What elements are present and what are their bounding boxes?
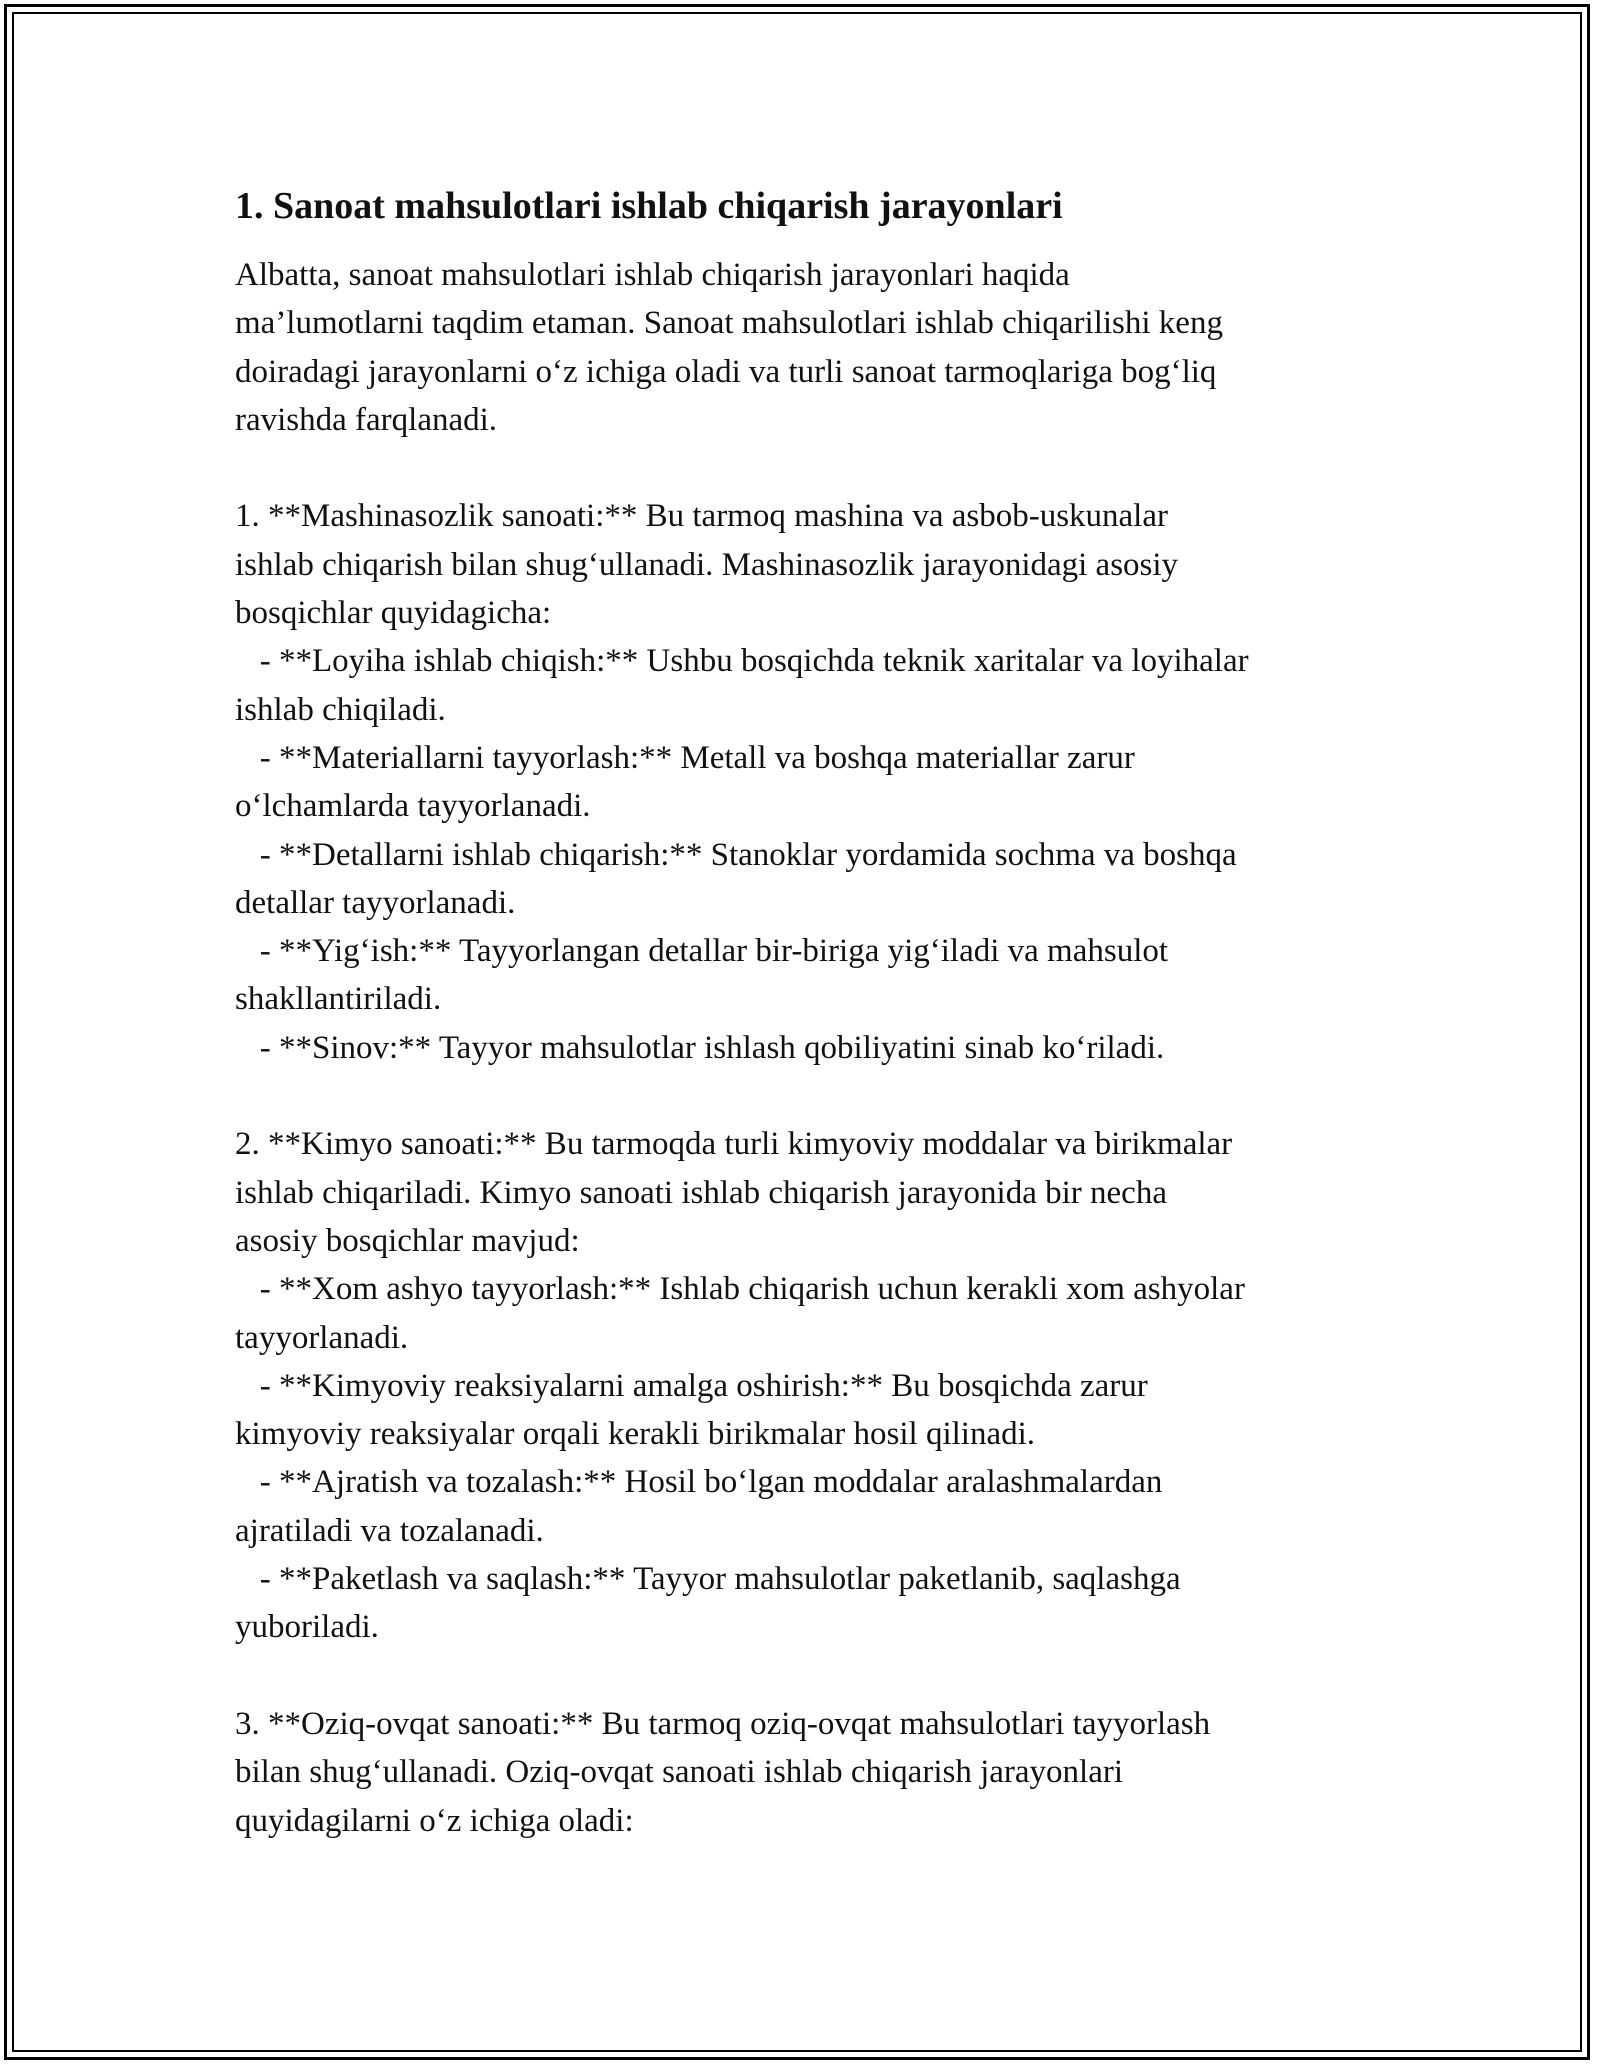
- section-heading: 3. **Oziq-ovqat sanoati:** Bu tarmoq oziq-ovqat mahsulotlari tayyorlash bilan shug‘ullanadi. Oziq-ovqat sanoati ishlab chiqarish jarayonlari quyidagilarni o‘z ichiga oladi:: [235, 1705, 1211, 1839]
- paragraph-gap: [235, 444, 1365, 492]
- list-item: - **Sinov:** Tayyor mahsulotlar ishlash qobiliyatini sinab ko‘riladi.: [235, 1029, 1165, 1066]
- list-item: - **Yig‘ish:** Tayyorlangan detallar bir-biriga yig‘iladi va mahsulot shakllantiriladi.: [235, 933, 1169, 1018]
- paragraph-gap: [235, 1652, 1365, 1700]
- list-item: - **Ajratish va tozalash:** Hosil bo‘lgan moddalar aralashmalardan ajratiladi va tozalanadi.: [235, 1464, 1163, 1549]
- list-item: - **Paketlash va saqlash:** Tayyor mahsulotlar paketlanib, saqlashga yuboriladi.: [235, 1561, 1181, 1646]
- document-title: 1. Sanoat mahsulotlari ishlab chiqarish jarayonlari: [235, 185, 1063, 227]
- section-kimyo: [235, 1120, 1365, 1651]
- list-item: - **Detallarni ishlab chiqarish:** Stanoklar yordamida sochma va boshqa detallar tayyorlanadi.: [235, 836, 1237, 921]
- section-heading: 2. **Kimyo sanoati:** Bu tarmoqda turli kimyoviy moddalar va birikmalar ishlab chiqariladi. Kimyo sanoati ishlab chiqarish jarayonida bir necha asosiy bosqichlar mavjud:: [235, 1126, 1233, 1259]
- list-item: - **Loyiha ishlab chiqish:** Ushbu bosqichda teknik xaritalar va loyihalar ishlab chiqiladi.: [235, 643, 1249, 728]
- list-item: - **Kimyoviy reaksiyalarni amalga oshirish:** Bu bosqichda zarur kimyoviy reaksiyalar orqali kerakli birikmalar hosil qilinadi.: [235, 1367, 1148, 1453]
- section-mashinasozlik: [235, 492, 1365, 1072]
- section-oziq-ovqat: [235, 1700, 1365, 1845]
- list-item: - **Xom ashyo tayyorlash:** Ishlab chiqarish uchun kerakli xom ashyolar tayyorlanadi.: [235, 1271, 1245, 1356]
- intro-paragraph: Albatta, sanoat mahsulotlari ishlab chiqarish jarayonlari haqida ma’lumotlarni taqdim etaman. Sanoat mahsulotlari ishlab chiqarilishi keng doiradagi jarayonlarni o‘z ichiga oladi va turli sanoat tarmoqlariga bog‘liq ravishda farqlanadi.: [235, 257, 1223, 438]
- section-heading: 1. **Mashinasozlik sanoati:** Bu tarmoq mashina va asbob-uskunalar ishlab chiqarish bilan shug‘ullanadi. Mashinasozlik jarayonidagi asosiy bosqichlar quyidagicha:: [235, 498, 1179, 632]
- document-body: [235, 183, 1365, 1845]
- list-item: - **Materiallarni tayyorlash:** Metall va boshqa materiallar zarur o‘lchamlarda tayyorlanadi.: [235, 739, 1135, 825]
- paragraph-gap: [235, 1072, 1365, 1120]
